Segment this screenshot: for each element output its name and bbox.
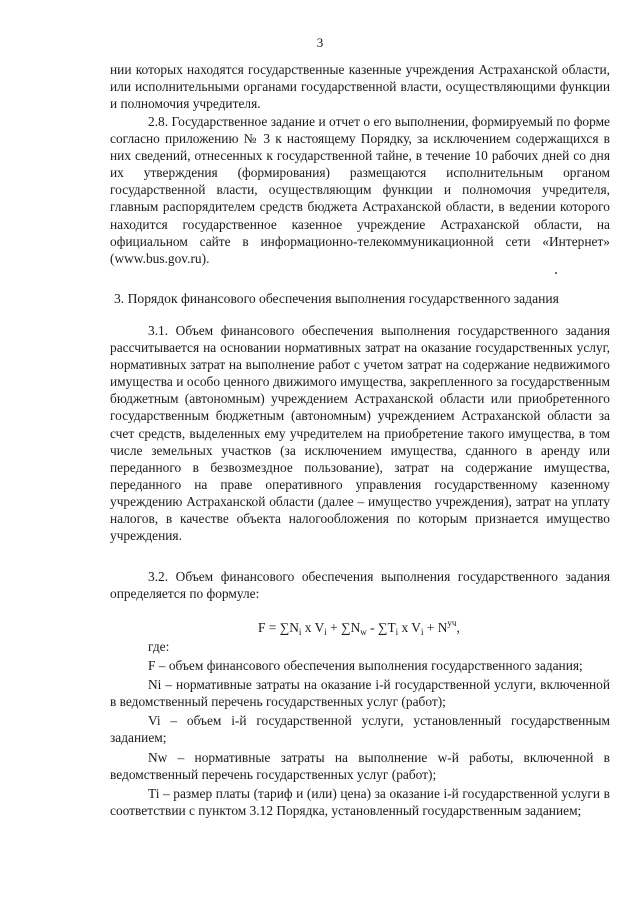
section-heading: 3. Порядок финансового обеспечения выполнения государственного задания bbox=[114, 291, 559, 306]
paragraph-3-1 bbox=[110, 322, 610, 544]
paragraph-3-2-text: 3.2. Объем финансового обеспечения выполнения государственного задания определяется по формуле: bbox=[110, 569, 610, 602]
where-label: где: bbox=[148, 639, 170, 654]
definition-item: Nw – нормативные затраты на выполнение w-й работы, включенной в ведомственный перечень государственных услуг (работ); bbox=[110, 749, 610, 782]
definition-item: F – объем финансового обеспечения выполнения государственного задания; bbox=[148, 658, 583, 674]
definitions bbox=[110, 638, 610, 819]
intro-paragraph bbox=[110, 61, 610, 112]
definition-item: Ni – нормативные затраты на оказание i-й государственной услуги, включенной в ведомственный перечень государственных услуг (работ); bbox=[110, 677, 610, 710]
paragraph-2-8-text: 2.8. Государственное задание и отчет о его выполнении, формируемый по форме согласно приложению № 3 к настоящему Порядку, за исключением содержащихся в них сведений, отнесенных к государственной тайне, в течение 10 рабочих дней со дня их утверждения (формирования) размещаются исполнительным органом государственной власти, осуществляющим функции и полномочия учредителя, главным распорядителем средств бюджета Астраханской области, в ведении которого находится государственное казенное учреждение Астраханской области, на официальном сайте в информационно-телекоммуникационной сети «Интернет» (www.bus.gov.ru). bbox=[110, 114, 610, 266]
scan-speck bbox=[555, 272, 557, 274]
paragraph-2-8 bbox=[110, 113, 610, 267]
definition-item: Vi – объем i-й государственной услуги, установленный государственным заданием; bbox=[110, 713, 610, 746]
formula: $F = \sum N_i$ x $V_i + \sum N_w - \sum T_i$ x $V_i + N^{уч}$, bbox=[258, 618, 460, 637]
definition-item: Ti – размер платы (тариф и (или) цена) за оказание i-й государственной услуги в соответствии с пунктом 3.12 Порядка, установленный государственным заданием; bbox=[110, 785, 610, 818]
paragraph-3-1-text: 3.1. Объем финансового обеспечения выполнения государственного задания рассчитывается на основании нормативных затрат на оказание государственных услуг, нормативных затрат на выполнение работ с учетом затрат на содержание недвижимого имущества и особо ценного движимого имущества, закрепленного за государственным бюджетным (автономным) учреждением Астраханской области или приобретенного государственным бюджетным (автономным) учреждением Астраханской области за счет средств, выделенных ему учредителем на приобретение такого имущества, в том числе земельных участков (за исключением имущества, сданного в аренду или переданного в безвозмездное пользование), затрат на содержание имущества, переданного на праве оперативного управления государственному казенному учреждению Астраханской области (далее – имущество учреждения), затрат на уплату налогов, в качестве объекта налогообложения по которым признается имущество учреждения. bbox=[110, 323, 610, 544]
page-number: 3 bbox=[316, 35, 324, 50]
paragraph-3-2 bbox=[110, 568, 610, 602]
intro-text: нии которых находятся государственные казенные учреждения Астраханской области, или исполнительными органами государственной власти, осуществляющими функции и полномочия учредителя. bbox=[110, 62, 610, 112]
